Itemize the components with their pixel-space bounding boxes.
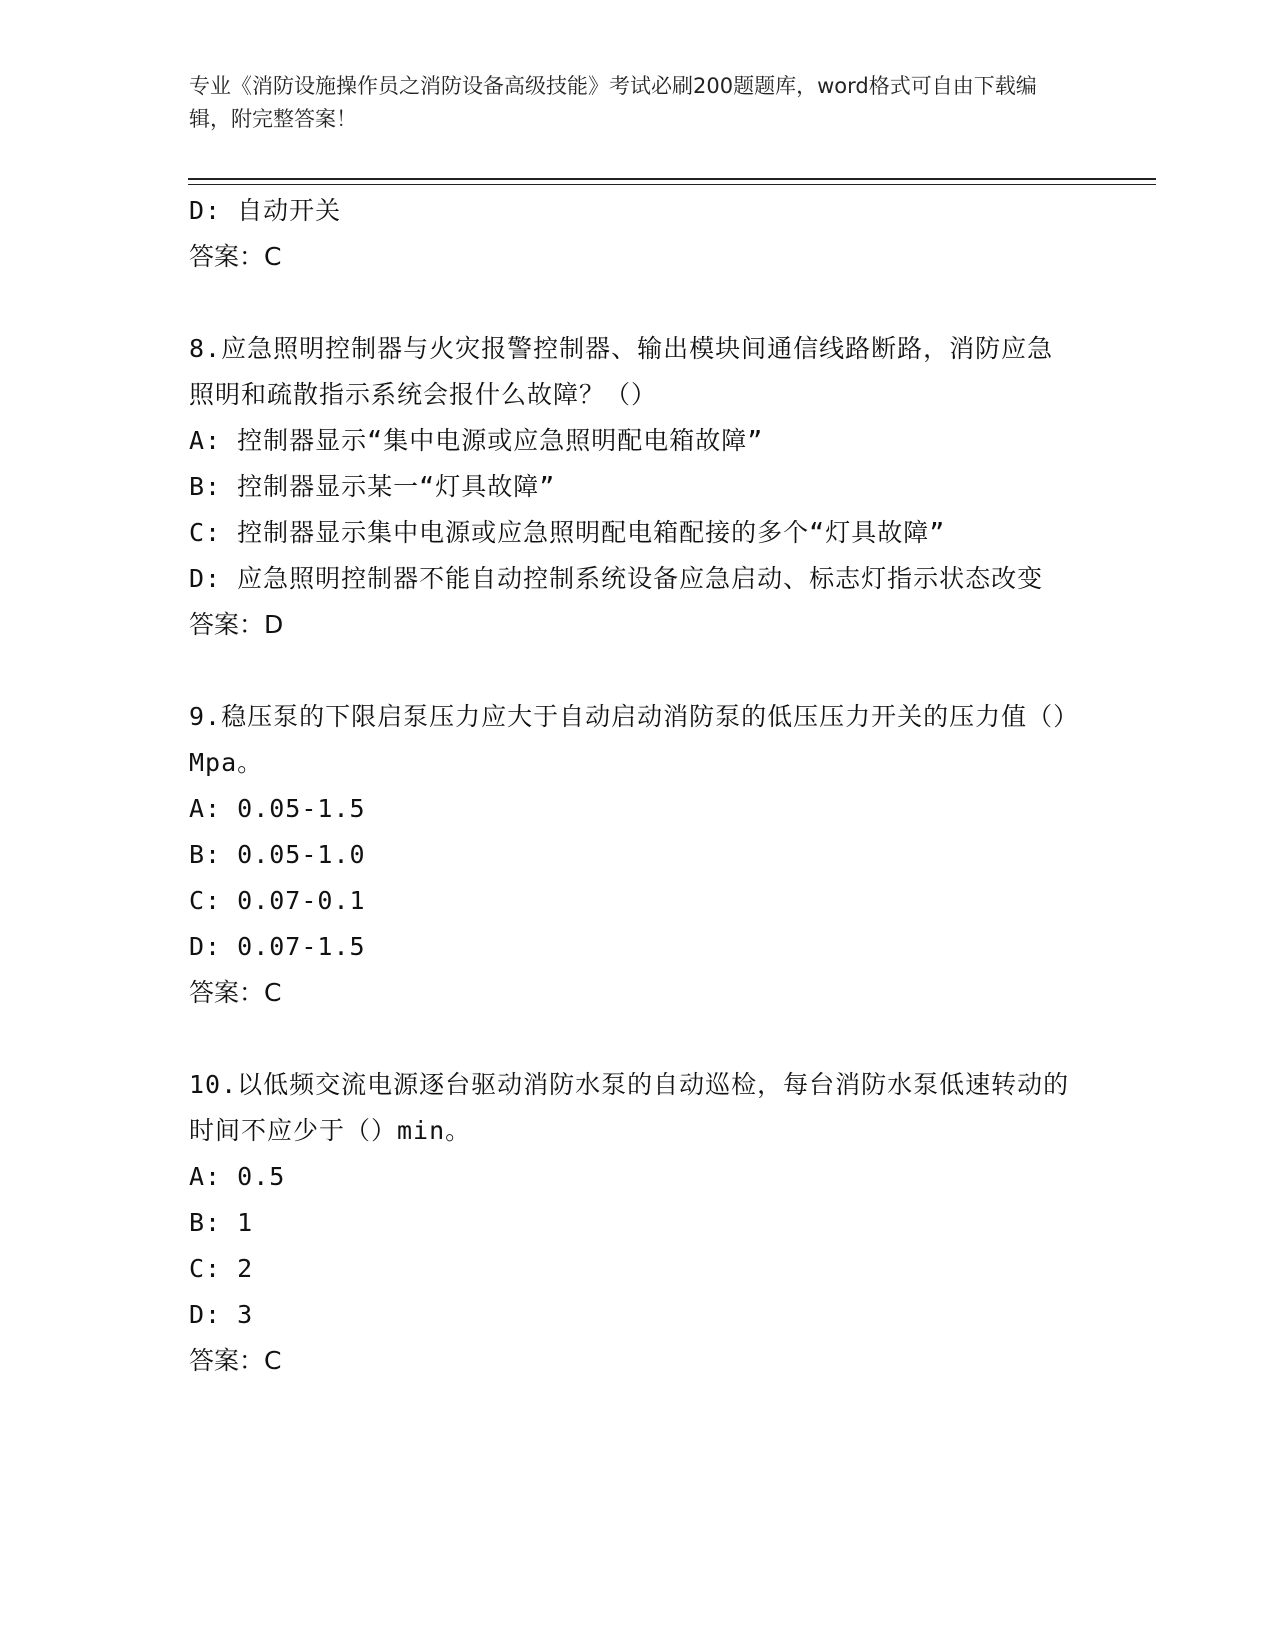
question-stem: 9.稳压泵的下限启泵压力应大于自动启动消防泵的低压压力开关的压力值（）Mpa。: [189, 702, 1067, 777]
option-b: B: 1: [189, 1208, 254, 1237]
option-c: C: 0.07-0.1: [189, 886, 366, 915]
option-a: A: 控制器显示“集中电源或应急照明配电箱故障”: [189, 426, 764, 455]
spacer: [189, 648, 1079, 694]
question-stem: 10.以低频交流电源逐台驱动消防水泵的自动巡检，每台消防水泵低速转动的时间不应少于（）min。: [189, 1070, 1070, 1145]
question-content: [189, 188, 1079, 1384]
prev-answer: 答案：C: [189, 242, 282, 271]
header-rule-thin: [188, 184, 1156, 185]
option-d: D: 3: [189, 1300, 254, 1329]
option-b: B: 0.05-1.0: [189, 840, 366, 869]
option-d: D: 0.07-1.5: [189, 932, 366, 961]
question-9: [189, 694, 1079, 1016]
spacer: [189, 280, 1079, 326]
option-d: D: 应急照明控制器不能自动控制系统设备应急启动、标志灯指示状态改变: [189, 564, 1044, 593]
header-rule-thick: [188, 178, 1156, 180]
answer: 答案：D: [189, 610, 284, 639]
question-stem: 8.应急照明控制器与火灾报警控制器、输出模块间通信线路断路，消防应急照明和疏散指示系统会报什么故障？（）: [189, 334, 1054, 409]
question-10: [189, 1062, 1079, 1384]
option-b: B: 控制器显示某一“灯具故障”: [189, 472, 556, 501]
option-c: C: 控制器显示集中电源或应急照明配电箱配接的多个“灯具故障”: [189, 518, 946, 547]
option-a: A: 0.05-1.5: [189, 794, 366, 823]
answer: 答案：C: [189, 978, 282, 1007]
document-header: 专业《消防设施操作员之消防设备高级技能》考试必刷200题题库，word格式可自由下载编辑，附完整答案！: [189, 74, 1037, 131]
question-8: [189, 326, 1079, 648]
spacer: [189, 1016, 1079, 1062]
prev-option-d: D: 自动开关: [189, 196, 342, 225]
option-a: A: 0.5: [189, 1162, 286, 1191]
answer: 答案：C: [189, 1346, 282, 1375]
option-c: C: 2: [189, 1254, 254, 1283]
